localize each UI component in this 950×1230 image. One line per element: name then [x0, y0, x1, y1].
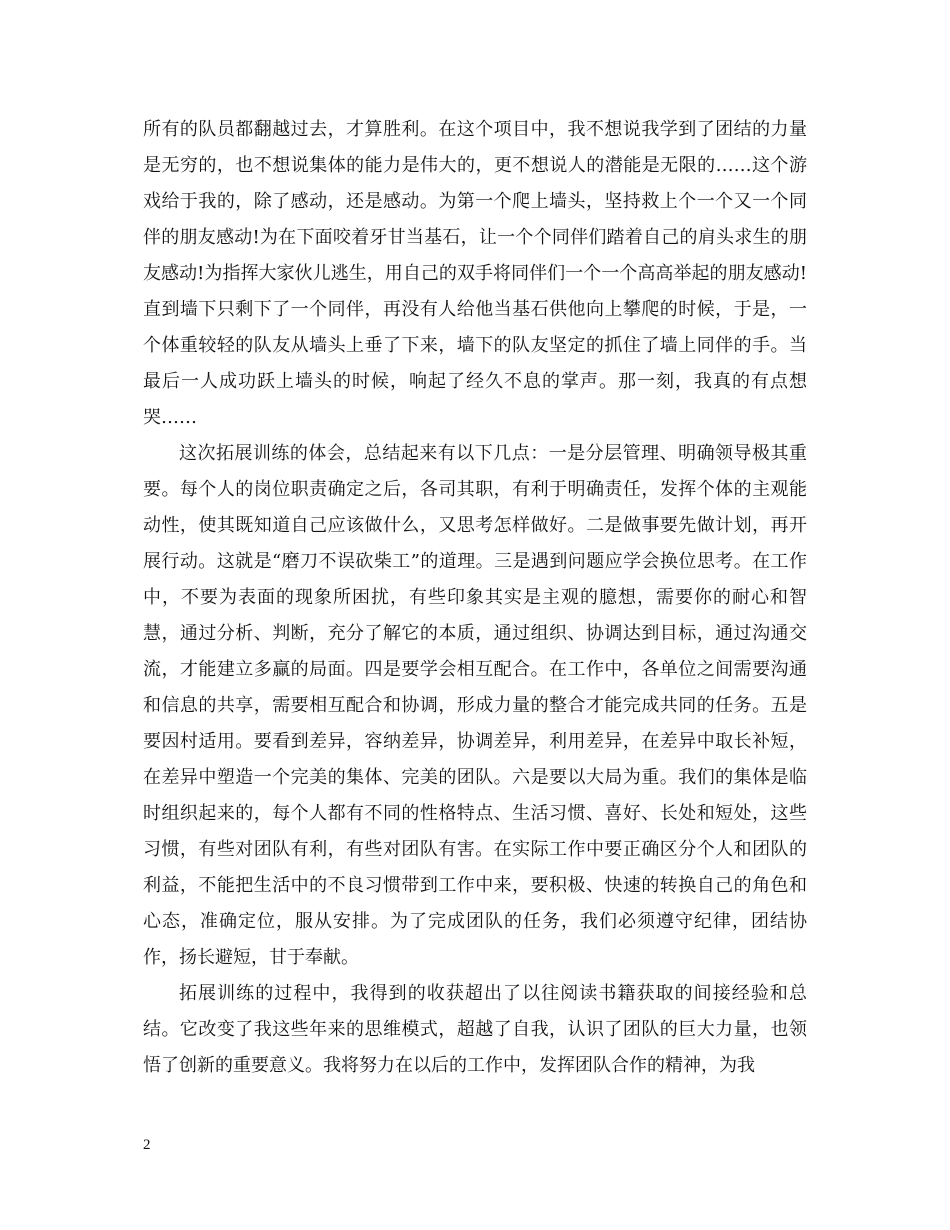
paragraph-2: 这次拓展训练的体会，总结起来有以下几点：一是分层管理、明确领导极其重要。每个人的岗位职责确定之后，各司其职，有利于明确责任，发挥个体的主观能动性，使其既知道自己应该做什么，又思考怎样做好。二是做事要先做计划，再开展行动。这就是“磨刀不误砍柴工”的道理。三是遇到问题应学会换位思考。在工作中，不要为表面的现象所困扰，有些印象其实是主观的臆想，需要你的耐心和智慧，通过分析、判断，充分了解它的本质，通过组织、协调达到目标，通过沟通交流，才能建立多赢的局面。四是要学会相互配合。在工作中，各单位之间需要沟通和信息的共享，需要相互配合和协调，形成力量的整合才能完成共同的任务。五是要因村适用。要看到差异，容纳差异，协调差异，利用差异，在差异中取长补短，在差异中塑造一个完美的集体、完美的团队。六是要以大局为重。我们的集体是临时组织起来的，每个人都有不同的性格特点、生活习惯、喜好、长处和短处，这些习惯，有些对团队有利，有些对团队有害。在实际工作中要正确区分个人和团队的利益，不能把生活中的不良习惯带到工作中来，要积极、快速的转换自己的角色和心态，准确定位，服从安排。为了完成团队的任务，我们必须遵守纪律，团结协作，扬长避短，甘于奉献。 — [143, 443, 807, 968]
paragraph-3: 拓展训练的过程中，我得到的收获超出了以往阅读书籍获取的间接经验和总结。它改变了我这些年来的思维模式，超越了自我，认识了团队的巨大力量，也领悟了创新的重要意义。我将努力在以后的工作中，发挥团队合作的精神，为我 — [143, 983, 807, 1076]
paragraph-1: 所有的队员都翻越过去，才算胜利。在这个项目中，我不想说我学到了团结的力量是无穷的，也不想说集体的能力是伟大的，更不想说人的潜能是无限的……这个游戏给于我的，除了感动，还是感动。为第一个爬上墙头，坚持救上个一个又一个同伴的朋友感动!为在下面咬着牙甘当基石，让一个个同伴们踏着自己的肩头求生的朋友感动!为指挥大家伙儿逃生，用自己的双手将同伴们一个一个高高举起的朋友感动!直到墙下只剩下了一个同伴，再没有人给他当基石供他向上攀爬的时候，于是，一个体重较轻的队友从墙头上垂了下来，墙下的队友坚定的抓住了墙上同伴的手。当最后一人成功跃上墙头的时候，响起了经久不息的掌声。那一刻，我真的有点想哭…… — [143, 119, 807, 428]
page-number: 2 — [143, 1137, 151, 1153]
document-body — [143, 112, 807, 1084]
